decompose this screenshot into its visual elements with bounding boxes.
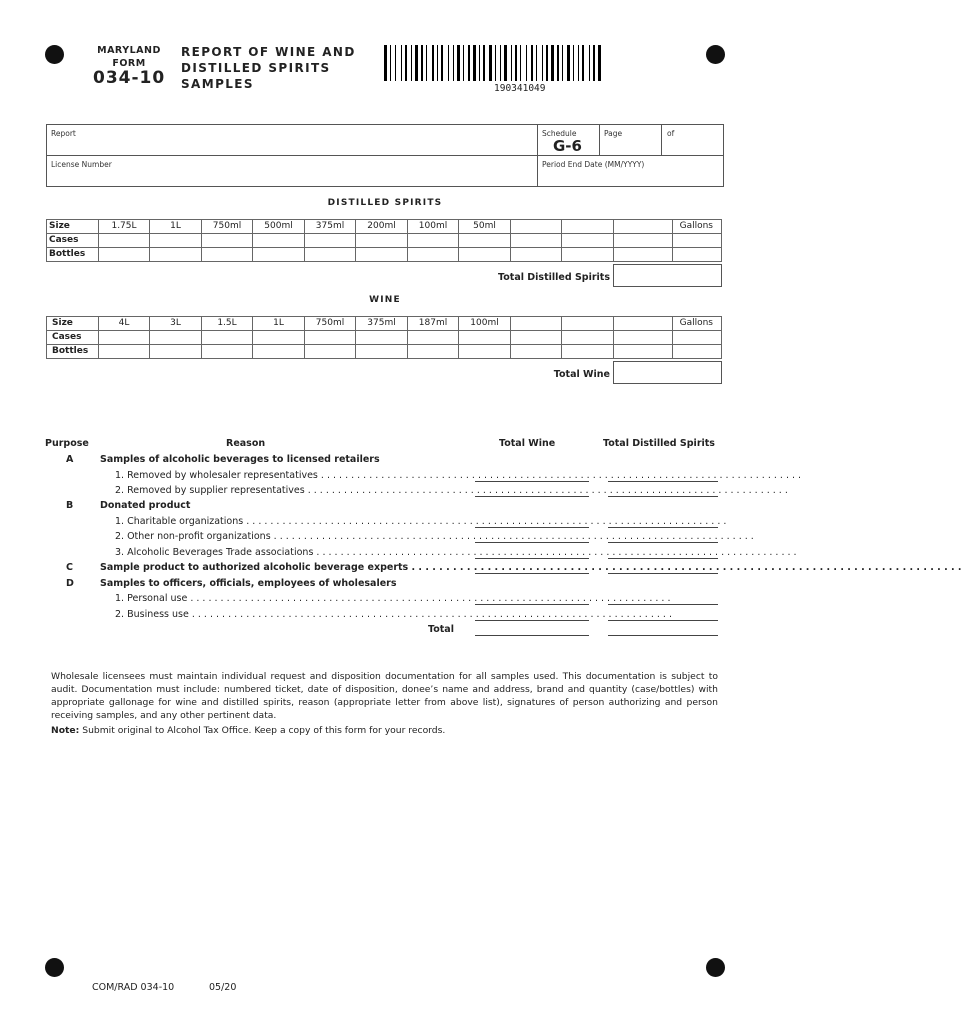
entry-cell[interactable]: [202, 345, 253, 359]
barcode-bar: [567, 45, 570, 81]
distilled-cases-row: [47, 234, 722, 248]
registration-mark-bottom-left: [45, 958, 64, 977]
barcode-bar: [481, 45, 482, 81]
entry-cell[interactable]: [614, 248, 673, 262]
barcode-bar: [448, 45, 449, 81]
barcode-bar: [489, 45, 492, 81]
grand-total-label: Total: [428, 624, 454, 635]
c-total-spirits-field[interactable]: [608, 573, 718, 574]
barcode-bar: [439, 45, 440, 81]
barcode-bar: [513, 45, 514, 81]
barcode-bar: [495, 45, 496, 81]
d1-total-wine-field[interactable]: [475, 604, 589, 605]
distilled-spirits-title: DISTILLED SPIRITS: [327, 198, 443, 208]
b2-total-wine-field[interactable]: [475, 542, 589, 543]
size-cell: 375ml: [305, 220, 356, 234]
entry-cell[interactable]: [202, 331, 253, 345]
barcode-bar: [551, 45, 554, 81]
entry-cell[interactable]: [356, 248, 408, 262]
form-label: FORM: [112, 58, 146, 69]
barcode-bar: [573, 45, 574, 81]
barcode-bar: [388, 45, 389, 81]
size-cell: 200ml: [356, 220, 408, 234]
entry-cell[interactable]: [511, 248, 562, 262]
wine-size-row: [47, 317, 722, 331]
size-cell[interactable]: [562, 220, 614, 234]
barcode-bar: [453, 45, 454, 81]
distilled-size-row: [47, 220, 722, 234]
entry-cell[interactable]: [305, 234, 356, 248]
barcode-bar: [468, 45, 470, 81]
gallons-header: Gallons: [673, 220, 722, 234]
size-cell: 187ml: [408, 317, 459, 331]
barcode-bar: [461, 45, 462, 81]
dot-leader: . . . . . . . . . . . . . . . . . . . . . . . . . . . . . . . . . . . . . . . . . . . . . . . . . . . . . . . . . . . . . . . . . . . . . . . . . . . . . . . .: [317, 470, 802, 481]
purpose-d2-text: 2. Business use: [115, 609, 189, 620]
size-cell: 750ml: [202, 220, 253, 234]
total-wine-label: Total Wine: [553, 369, 610, 380]
c-total-wine-field[interactable]: [475, 573, 589, 574]
of-label: of: [667, 129, 675, 138]
entry-cell[interactable]: [459, 248, 511, 262]
of-divider: [661, 124, 662, 155]
barcode-bar: [455, 45, 456, 81]
total-distilled-spirits-field[interactable]: [613, 264, 722, 287]
barcode-bar: [557, 45, 559, 81]
purpose-a1-label: [115, 470, 802, 481]
entry-cell[interactable]: [356, 234, 408, 248]
title-line-1: REPORT OF WINE AND: [181, 45, 356, 59]
entry-cell[interactable]: [459, 234, 511, 248]
wine-table: [46, 316, 722, 359]
barcode-bar: [528, 45, 530, 81]
barcode-bar: [432, 45, 434, 81]
entry-cell[interactable]: [253, 234, 305, 248]
barcode-bar: [424, 45, 425, 81]
b2-total-spirits-field[interactable]: [608, 542, 718, 543]
size-cell: 750ml: [305, 317, 356, 331]
size-cell: 100ml: [408, 220, 459, 234]
barcode-bar: [428, 45, 431, 81]
size-row-header: Size: [47, 317, 99, 331]
total-wine-sum-field[interactable]: [475, 635, 589, 636]
note-line: [51, 725, 445, 736]
barcode-bar: [392, 45, 394, 81]
purpose-letter-a: A: [66, 454, 74, 465]
purpose-b1-label: [115, 516, 727, 527]
entry-cell[interactable]: [562, 248, 614, 262]
barcode-bar: [408, 45, 410, 81]
wine-bottles-row: [47, 345, 722, 359]
barcode-bar: [560, 45, 561, 81]
size-cell: 375ml: [356, 317, 408, 331]
page-label: Page: [604, 129, 623, 138]
size-cell: 100ml: [459, 317, 511, 331]
size-row-header: Size: [47, 220, 99, 234]
barcode-bar: [575, 45, 577, 81]
bottles-row-header: Bottles: [47, 345, 99, 359]
gallons-cell[interactable]: [673, 234, 722, 248]
title-line-2: DISTILLED SPIRITS: [181, 61, 331, 75]
barcode-bar: [390, 45, 391, 81]
barcode-bar: [555, 45, 556, 81]
barcode-bar: [564, 45, 566, 81]
size-cell: 4L: [99, 317, 150, 331]
d1-total-spirits-field[interactable]: [608, 604, 718, 605]
barcode-bar: [421, 45, 423, 81]
a1-total-wine-field[interactable]: [475, 481, 589, 482]
entry-cell[interactable]: [562, 345, 614, 359]
license-number-label: License Number: [51, 160, 112, 169]
wine-cases-row: [47, 331, 722, 345]
cases-row-header: Cases: [47, 234, 99, 248]
entry-cell[interactable]: [305, 345, 356, 359]
barcode-bar: [450, 45, 452, 81]
barcode-bar: [500, 45, 501, 81]
entry-cell[interactable]: [253, 345, 305, 359]
dot-leader: . . . . . . . . . . . . . . . . . . . . . . . . . . . . . . . . . . . . . . . . . . . . . . . . . . . . . . . . . . . . . . . . . . . . . . . . . . . . . . . .: [187, 593, 671, 604]
barcode-bar: [483, 45, 485, 81]
purpose-letter-b: B: [66, 500, 74, 511]
barcode-bar: [465, 45, 467, 81]
barcode-bar: [405, 45, 407, 81]
barcode-bar: [562, 45, 563, 81]
gallons-cell[interactable]: [673, 331, 722, 345]
barcode-bar: [473, 45, 476, 81]
schedule-label: Schedule: [542, 129, 577, 138]
note-label: Note:: [51, 725, 80, 736]
purpose-column-header: Purpose: [45, 438, 89, 449]
barcode-bar: [536, 45, 537, 81]
purpose-b3-text: 3. Alcoholic Beverages Trade associations: [115, 547, 314, 558]
barcode-bar: [549, 45, 550, 81]
size-cell: 1L: [253, 317, 305, 331]
barcode-bar: [497, 45, 499, 81]
footer-form-code: COM/RAD 034-10: [92, 982, 175, 993]
dot-leader: . . . . . . . . . . . . . . . . . . . . . . . . . . . . . . . . . . . . . . . . . . . . . . . . . . . . . . . . . . . . . . . . . . . . . . . . . . . . . . . .: [188, 609, 672, 620]
purpose-letter-d: D: [66, 578, 74, 589]
b1-total-wine-field[interactable]: [475, 527, 589, 528]
barcode: [384, 45, 602, 81]
barcode-bar: [426, 45, 427, 81]
b1-total-spirits-field[interactable]: [608, 527, 718, 528]
entry-cell[interactable]: [511, 345, 562, 359]
purpose-d2-label: [115, 609, 672, 620]
entry-cell[interactable]: [562, 234, 614, 248]
barcode-bar: [538, 45, 541, 81]
size-cell[interactable]: [511, 220, 562, 234]
entry-cell[interactable]: [408, 345, 459, 359]
title-line-3: SAMPLES: [181, 77, 254, 91]
a2-total-wine-field[interactable]: [475, 496, 589, 497]
documentation-paragraph: Wholesale licensees must maintain individual request and disposition documentation for all samples used. This documentation is subject to audit. Documentation must include: numbered ticket, date of disposition, donee’s name and address, brand and quantity (case/bottles) with appropriate gallonage for wine and distilled spirits, reason (appropriate letter from above list), signatures of person authorizing and person receiving samples, and any other pertinent data.: [51, 671, 718, 721]
barcode-number: 190341049: [494, 83, 546, 94]
barcode-bar: [504, 45, 507, 81]
size-cell: 3L: [150, 317, 202, 331]
barcode-bar: [437, 45, 438, 81]
barcode-bar: [589, 45, 590, 81]
size-cell[interactable]: [614, 220, 673, 234]
barcode-bar: [511, 45, 512, 81]
distilled-bottles-row: [47, 248, 722, 262]
barcode-bar: [477, 45, 478, 81]
form-title: [181, 44, 356, 92]
barcode-bar: [493, 45, 494, 81]
reason-column-header: Reason: [226, 438, 266, 449]
gallons-header: Gallons: [673, 317, 722, 331]
barcode-bar: [419, 45, 420, 81]
purpose-a2-label: [115, 485, 788, 496]
barcode-bar: [486, 45, 488, 81]
a2-total-spirits-field[interactable]: [608, 496, 718, 497]
barcode-bar: [534, 45, 535, 81]
purpose-a2-text: 2. Removed by supplier representatives: [115, 485, 305, 496]
entry-cell[interactable]: [99, 248, 150, 262]
barcode-bar: [502, 45, 503, 81]
barcode-bar: [526, 45, 527, 81]
dot-leader: . . . . . . . . . . . . . . . . . . . . . . . . . . . . . . . . . . . . . . . . . . . . . . . . . . . . . . . . . . . . . . . . . . . . . . . . . . . . . . . .: [408, 562, 962, 573]
entry-cell[interactable]: [99, 345, 150, 359]
b3-total-spirits-field[interactable]: [608, 558, 718, 559]
state-label: MARYLAND: [97, 45, 161, 56]
cases-row-header: Cases: [47, 331, 99, 345]
barcode-bar: [546, 45, 548, 81]
entry-cell[interactable]: [614, 331, 673, 345]
barcode-bar: [580, 45, 581, 81]
entry-cell[interactable]: [99, 331, 150, 345]
purpose-c-label: [100, 562, 962, 573]
barcode-bar: [457, 45, 460, 81]
total-spirits-sum-field[interactable]: [608, 635, 718, 636]
barcode-bar: [471, 45, 472, 81]
entry-cell[interactable]: [408, 248, 459, 262]
b3-total-wine-field[interactable]: [475, 558, 589, 559]
barcode-bar: [522, 45, 525, 81]
barcode-bar: [435, 45, 436, 81]
form-header-state: [92, 44, 166, 70]
total-wine-field[interactable]: [613, 361, 722, 384]
barcode-bar: [415, 45, 418, 81]
size-cell: 1.5L: [202, 317, 253, 331]
barcode-bar: [508, 45, 510, 81]
purpose-b2-text: 2. Other non-profit organizations: [115, 531, 271, 542]
size-cell[interactable]: [614, 317, 673, 331]
size-cell: 1.75L: [99, 220, 150, 234]
purpose-a-heading: Samples of alcoholic beverages to licensed retailers: [100, 454, 380, 465]
barcode-bar: [413, 45, 414, 81]
entry-cell[interactable]: [511, 331, 562, 345]
info-divider: [46, 155, 537, 156]
barcode-bar: [520, 45, 521, 81]
entry-cell[interactable]: [614, 234, 673, 248]
d2-total-spirits-field[interactable]: [608, 620, 718, 621]
entry-cell[interactable]: [356, 331, 408, 345]
size-cell[interactable]: [511, 317, 562, 331]
entry-cell[interactable]: [305, 331, 356, 345]
schedule-value: G-6: [553, 137, 582, 155]
footer-revision-date: 05/20: [209, 982, 237, 993]
period-end-date-label: Period End Date (MM/YYYY): [542, 160, 645, 169]
purpose-b2-label: [115, 531, 754, 542]
entry-cell[interactable]: [511, 234, 562, 248]
barcode-bar: [397, 45, 400, 81]
dot-leader: . . . . . . . . . . . . . . . . . . . . . . . . . . . . . . . . . . . . . . . . . . . . . . . . . . . . . . . . . . . . . . . . . . . . . . . . . . . . . . . .: [304, 485, 788, 496]
barcode-bar: [463, 45, 464, 81]
barcode-bar: [544, 45, 545, 81]
total-spirits-column-header: Total Distilled Spirits: [603, 438, 715, 449]
entry-cell[interactable]: [150, 234, 202, 248]
bottles-row-header: Bottles: [47, 248, 99, 262]
barcode-bar: [593, 45, 595, 81]
distilled-spirits-table: [46, 219, 722, 262]
barcode-bar: [444, 45, 447, 81]
purpose-c-text: Sample product to authorized alcoholic beverage experts: [100, 562, 409, 573]
page-divider: [599, 124, 600, 155]
barcode-bar: [403, 45, 404, 81]
wine-title: WINE: [369, 295, 401, 305]
barcode-bar: [384, 45, 387, 81]
total-distilled-spirits-label: Total Distilled Spirits: [498, 272, 610, 283]
purpose-d-heading: Samples to officers, officials, employees of wholesalers: [100, 578, 397, 589]
entry-cell[interactable]: [562, 331, 614, 345]
purpose-letter-c: C: [66, 562, 73, 573]
entry-cell[interactable]: [305, 248, 356, 262]
size-cell[interactable]: [562, 317, 614, 331]
barcode-bar: [585, 45, 588, 81]
barcode-bar: [441, 45, 443, 81]
purpose-b1-text: 1. Charitable organizations: [115, 516, 244, 527]
entry-cell[interactable]: [408, 234, 459, 248]
entry-cell[interactable]: [202, 234, 253, 248]
entry-cell[interactable]: [150, 331, 202, 345]
purpose-b-heading: Donated product: [100, 500, 191, 511]
barcode-bar: [518, 45, 519, 81]
d2-total-wine-field[interactable]: [475, 620, 589, 621]
registration-mark-top-left: [45, 45, 64, 64]
barcode-bar: [515, 45, 517, 81]
entry-cell[interactable]: [459, 345, 511, 359]
barcode-bar: [598, 45, 601, 81]
barcode-bar: [582, 45, 584, 81]
barcode-bar: [395, 45, 396, 81]
size-cell: 1L: [150, 220, 202, 234]
entry-cell[interactable]: [253, 248, 305, 262]
purpose-a1-text: 1. Removed by wholesaler representatives: [115, 470, 318, 481]
purpose-b3-label: [115, 547, 797, 558]
entry-cell[interactable]: [202, 248, 253, 262]
report-label: Report: [51, 129, 76, 138]
info-divider-right: [537, 155, 724, 156]
purpose-d1-label: [115, 593, 671, 604]
barcode-bar: [571, 45, 572, 81]
entry-cell[interactable]: [356, 345, 408, 359]
gallons-cell[interactable]: [673, 248, 722, 262]
entry-cell[interactable]: [459, 331, 511, 345]
form-number: 034-10: [93, 68, 166, 88]
barcode-bar: [479, 45, 480, 81]
a1-total-spirits-field[interactable]: [608, 481, 718, 482]
barcode-bar: [411, 45, 412, 81]
barcode-bar: [401, 45, 402, 81]
entry-cell[interactable]: [408, 331, 459, 345]
entry-cell[interactable]: [253, 331, 305, 345]
barcode-bar: [578, 45, 579, 81]
dot-leader: . . . . . . . . . . . . . . . . . . . . . . . . . . . . . . . . . . . . . . . . . . . . . . . . . . . . . . . . . . . . . . . . . . . . . . . . . . . . . . . .: [270, 531, 754, 542]
total-wine-column-header: Total Wine: [499, 438, 556, 449]
dot-leader: . . . . . . . . . . . . . . . . . . . . . . . . . . . . . . . . . . . . . . . . . . . . . . . . . . . . . . . . . . . . . . . . . . . . . . . . . . . . . . . .: [313, 547, 797, 558]
barcode-bar: [596, 45, 597, 81]
entry-cell[interactable]: [614, 345, 673, 359]
note-text: Submit original to Alcohol Tax Office. Keep a copy of this form for your records.: [82, 725, 446, 736]
entry-cell[interactable]: [150, 248, 202, 262]
dot-leader: . . . . . . . . . . . . . . . . . . . . . . . . . . . . . . . . . . . . . . . . . . . . . . . . . . . . . . . . . . . . . . . . . . . . . . . . . . . . . . . .: [243, 516, 727, 527]
entry-cell[interactable]: [99, 234, 150, 248]
size-cell: 50ml: [459, 220, 511, 234]
barcode-bar: [591, 45, 592, 81]
size-cell: 500ml: [253, 220, 305, 234]
entry-cell[interactable]: [150, 345, 202, 359]
barcode-bar: [542, 45, 543, 81]
barcode-bar: [531, 45, 533, 81]
registration-mark-top-right: [706, 45, 725, 64]
purpose-d1-text: 1. Personal use: [115, 593, 188, 604]
gallons-cell[interactable]: [673, 345, 722, 359]
registration-mark-bottom-right: [706, 958, 725, 977]
